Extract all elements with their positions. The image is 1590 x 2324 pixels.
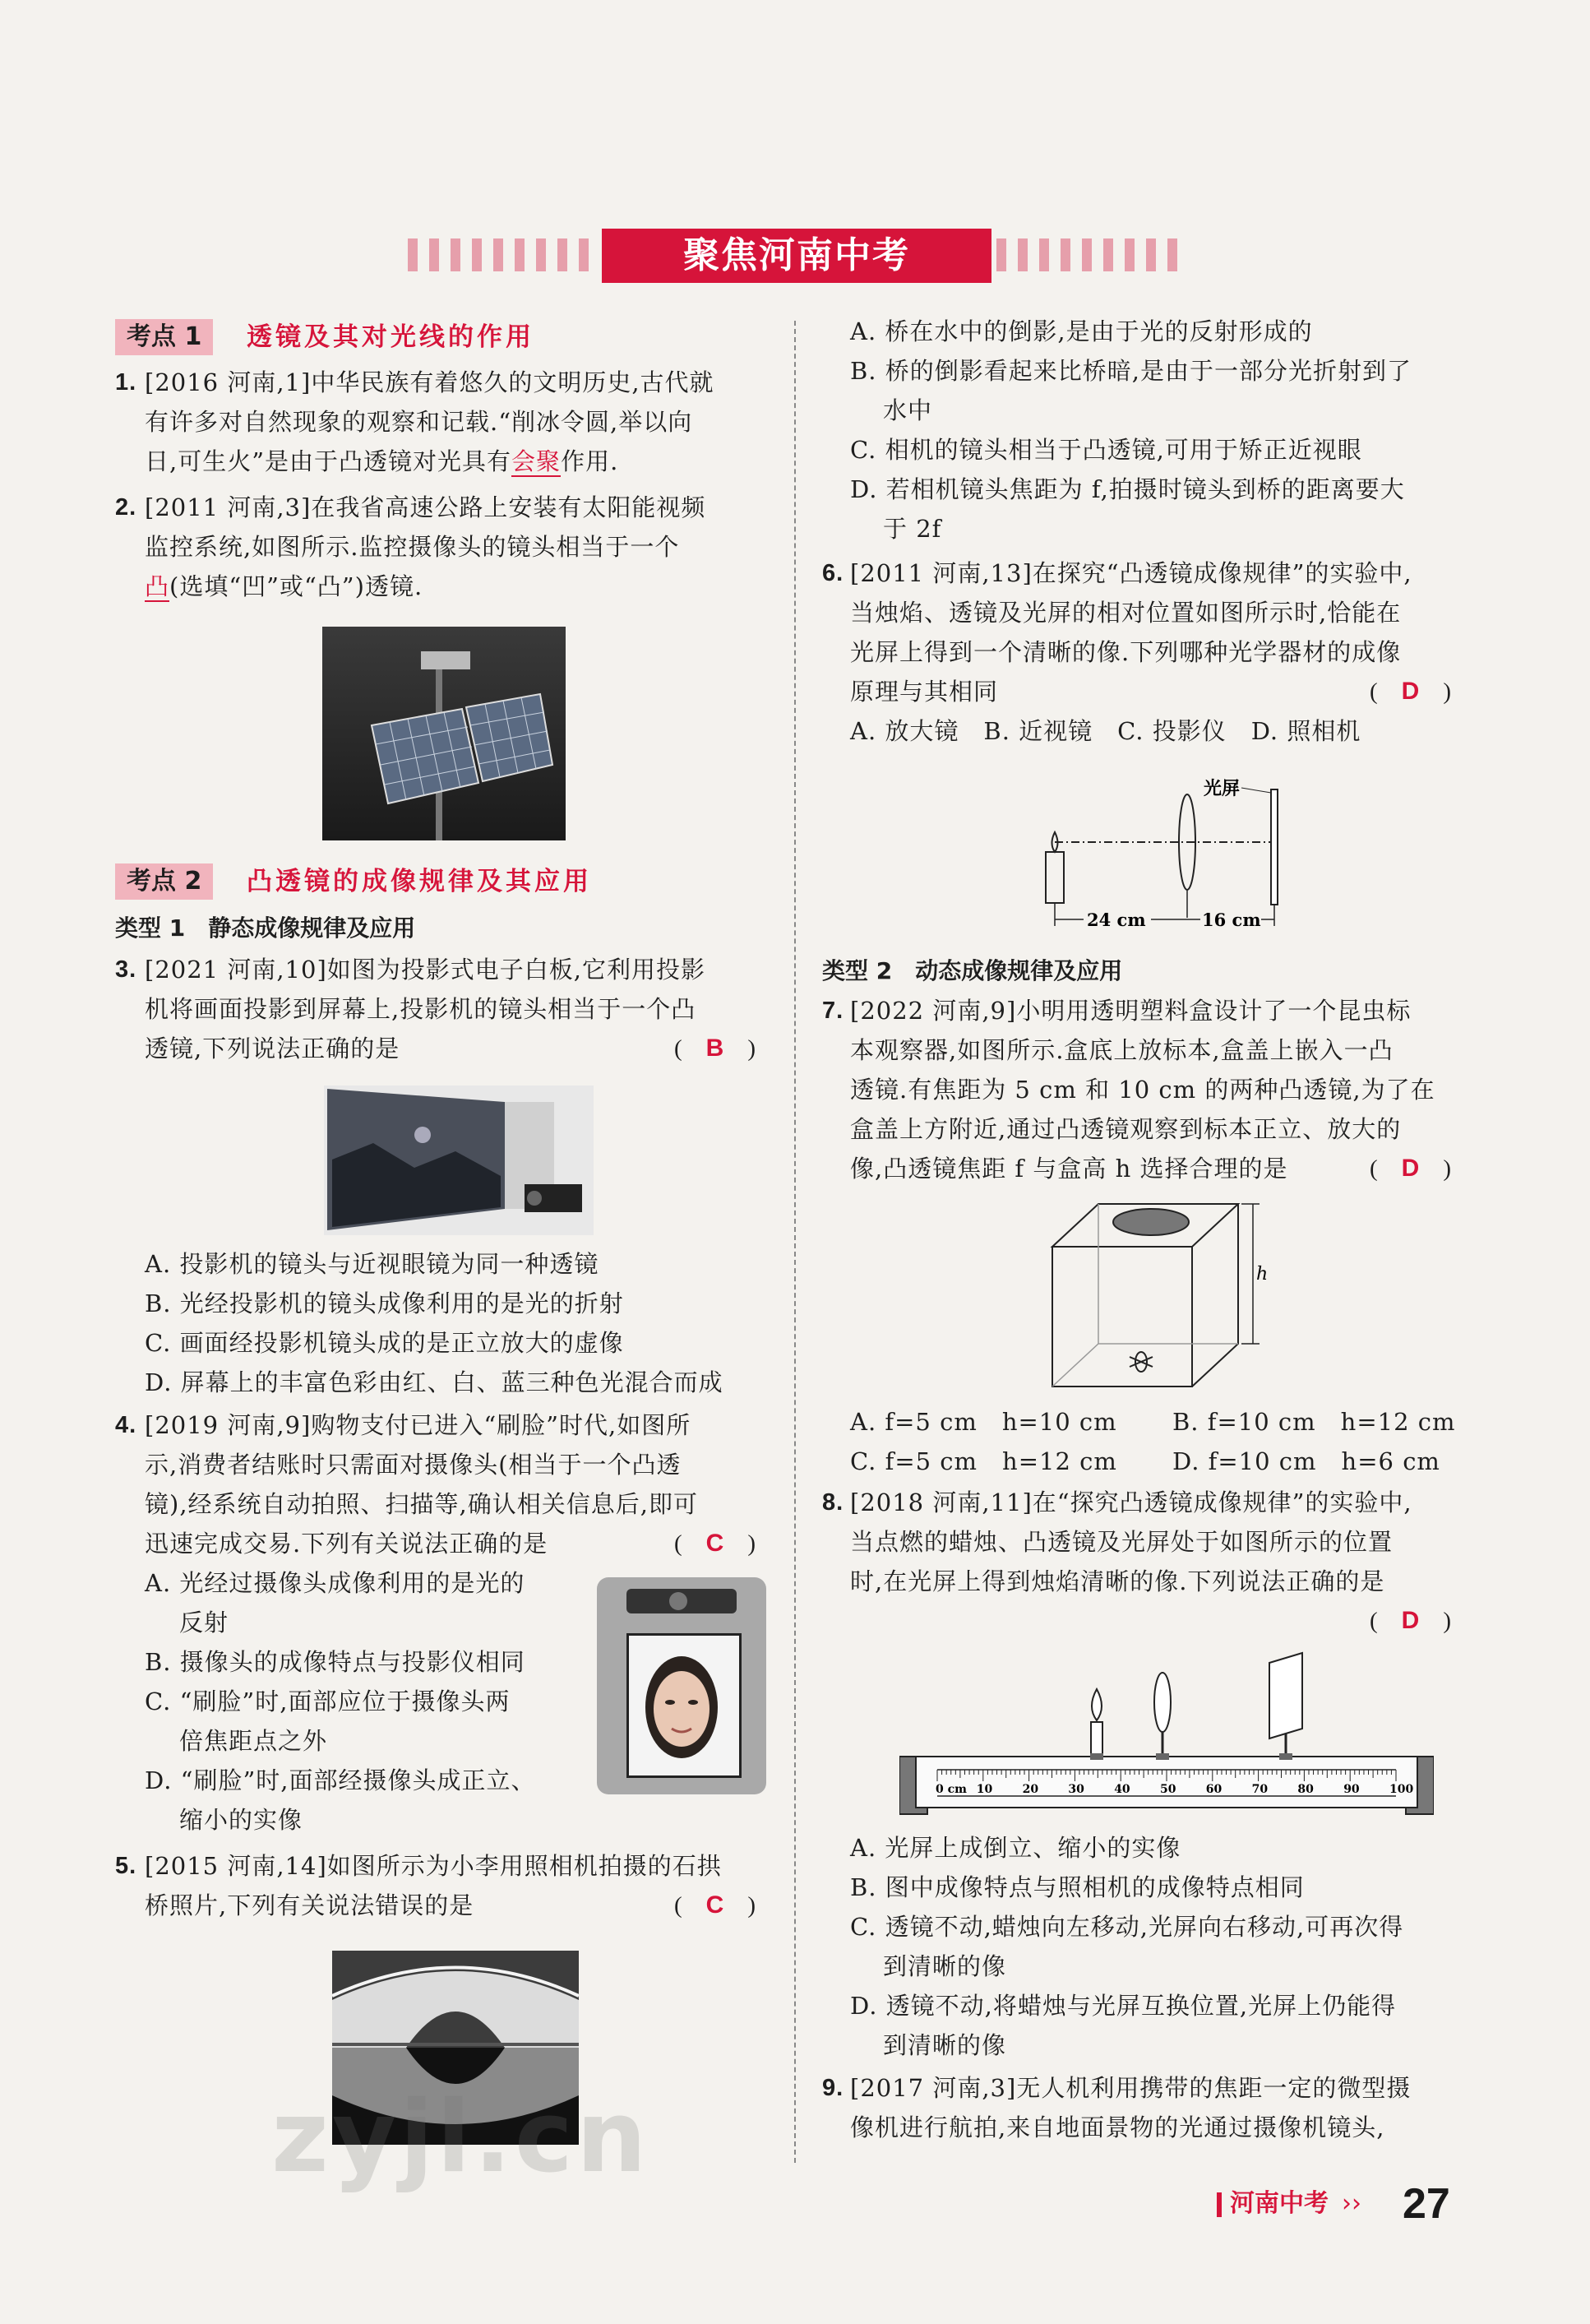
q3-option-d: D. 屏幕上的丰富色彩由红、白、蓝三种色光混合而成: [145, 1368, 723, 1396]
q4-option-d: D. “刷脸”时,面部经摄像头成正立、: [145, 1766, 536, 1794]
q1-line3: [145, 447, 618, 475]
q8-option-d-cont: 到清晰的像: [883, 2031, 1007, 2059]
screen-icon: [1271, 789, 1278, 905]
q3-option-a: A. 投影机的镜头与近视眼镜为同一种透镜: [145, 1250, 599, 1278]
q2-line2: 监控系统,如图所示.监控摄像头的镜头相当于一个: [145, 533, 680, 561]
solar-panel-photo: [322, 627, 566, 840]
q4-option-c-cont: 倍焦距点之外: [179, 1727, 328, 1755]
q2-line3-text: (选填“凹”或“凸”)透镜.: [169, 572, 423, 600]
q1-line1: [2016 河南,1]中华民族有着悠久的文明历史,古代就: [145, 368, 714, 396]
ruler-label: 30: [1068, 1783, 1084, 1796]
q5-line1: [2015 河南,14]如图所示为小李用照相机拍摄的石拱: [145, 1852, 722, 1880]
q8-answer-bracket: ( D ): [1370, 1607, 1452, 1634]
q6-options: A. 放大镜 B. 近视镜 C. 投影仪 D. 照相机: [850, 717, 1361, 745]
header-stripes-left: [408, 238, 597, 271]
projector-illustration: [324, 1086, 594, 1235]
face-pay-device: [597, 1577, 766, 1794]
projector-whiteboard-photo: [324, 1086, 594, 1235]
q8-line3: 时,在光屏上得到烛焰清晰的像.下列说法正确的是: [850, 1567, 1385, 1595]
q3-number: 3.: [115, 956, 137, 983]
q9-line2: 像机进行航拍,来自地面景物的光通过摄像机镜头,: [850, 2113, 1385, 2141]
q8-line1: [2018 河南,11]在“探究凸透镜成像规律”的实验中,: [850, 1488, 1412, 1516]
distance-24-label: 24 cm: [1087, 910, 1146, 930]
q1-number: 1.: [115, 369, 137, 396]
q5-option-d: D. 若相机镜头焦距为 f,拍摄时镜头到桥的距离要大: [850, 475, 1405, 503]
ruler-label: 80: [1297, 1783, 1314, 1796]
q6-line2: 当烛焰、透镜及光屏的相对位置如图所示时,恰能在: [850, 599, 1402, 627]
type1-heading: 类型 1 静态成像规律及应用: [115, 914, 416, 942]
q9-number: 9.: [822, 2075, 844, 2101]
q2-line3: [145, 572, 423, 600]
q4-option-d-cont: 缩小的实像: [179, 1806, 303, 1834]
q5-option-d-cont: 于 2f: [883, 515, 942, 543]
q8-line2: 当点燃的蜡烛、凸透镜及光屏处于如图所示的位置: [850, 1528, 1394, 1556]
q8-number: 8.: [822, 1489, 844, 1516]
q7-answer-bracket: ( D ): [1370, 1155, 1452, 1182]
q6-line1: [2011 河南,13]在探究“凸透镜成像规律”的实验中,: [850, 559, 1412, 587]
q7-option-d: D. f=10 cm h=6 cm: [1172, 1447, 1440, 1475]
header-stripes-right: [996, 238, 1186, 271]
q4-line4: 迅速完成交易.下列有关说法正确的是: [145, 1530, 548, 1558]
q1-line3-post: 作用.: [561, 447, 619, 475]
face-illustration: [626, 1633, 737, 1773]
footer-bar-marker: [1217, 2192, 1222, 2217]
column-divider: [794, 321, 796, 2163]
q8-option-c: C. 透镜不动,蜡烛向左移动,光屏向右移动,可再次得: [850, 1913, 1404, 1941]
q3-option-b: B. 光经投影机的镜头成像利用的是光的折射: [145, 1289, 624, 1317]
q5-option-b: B. 桥的倒影看起来比桥暗,是由于一部分光折射到了: [850, 357, 1412, 385]
q6-line4: 原理与其相同: [850, 678, 999, 706]
q5-answer-bracket: ( C ): [674, 1891, 756, 1919]
q4-answer-bracket: ( C ): [674, 1530, 756, 1557]
q4-line2: 示,消费者结账时只需面对摄像头(相当于一个凸透: [145, 1451, 682, 1479]
ruler-label: 0 cm: [936, 1783, 967, 1796]
convex-lens-icon: [1154, 1673, 1171, 1732]
kaodian1-label: 考点 1: [115, 319, 213, 355]
q9-line1: [2017 河南,3]无人机利用携带的焦距一定的微型摄: [850, 2074, 1412, 2102]
watermark: zyjl.cn: [271, 2081, 650, 2195]
q4-line1: [2019 河南,9]购物支付已进入“刷脸”时代,如图所: [145, 1411, 691, 1439]
q7-option-b: B. f=10 cm h=12 cm: [1172, 1408, 1456, 1436]
q5-option-c: C. 相机的镜头相当于凸透镜,可用于矫正近视眼: [850, 436, 1362, 464]
header-banner: [408, 229, 1186, 283]
q7-line3: 透镜.有焦距为 5 cm 和 10 cm 的两种凸透镜,为了在: [850, 1076, 1435, 1104]
lens-on-lid-icon: [1113, 1209, 1189, 1235]
q1-line2: 有许多对自然现象的观察和记载.“削冰令圆,举以向: [145, 408, 693, 436]
ruler-label: 40: [1114, 1783, 1130, 1796]
q2-answer: 凸: [145, 572, 170, 600]
insect-specimen-icon: [1130, 1352, 1153, 1372]
distance-16-label: 16 cm: [1202, 910, 1261, 930]
q8-option-b: B. 图中成像特点与照相机的成像特点相同: [850, 1873, 1305, 1901]
q8-option-c-cont: 到清晰的像: [883, 1952, 1007, 1980]
q8-option-a: A. 光屏上成倒立、缩小的实像: [850, 1834, 1181, 1862]
kaodian2-label: 考点 2: [115, 863, 213, 900]
ruler-label: 60: [1205, 1783, 1223, 1796]
camera-lens-icon: [669, 1592, 687, 1610]
page-number: 27: [1403, 2180, 1450, 2228]
q5-option-a: A. 桥在水中的倒影,是由于光的反射形成的: [850, 317, 1313, 345]
q3-answer-bracket: ( B ): [674, 1035, 756, 1062]
flame-icon: [1092, 1689, 1102, 1720]
q2-line1: [2011 河南,3]在我省高速公路上安装有太阳能视频: [145, 493, 706, 521]
header-title: 聚焦河南中考: [683, 234, 910, 276]
q6-number: 6.: [822, 560, 844, 586]
q6-answer-bracket: ( D ): [1370, 678, 1452, 705]
ruler-label: 10: [976, 1783, 993, 1796]
q8-answer: D: [1401, 1607, 1420, 1634]
q4-number: 4.: [115, 1412, 137, 1438]
q5-number: 5.: [115, 1853, 137, 1879]
q5-line2: 桥照片,下列有关说法错误的是: [145, 1891, 474, 1919]
q6-answer: D: [1401, 678, 1420, 705]
type2-heading: 类型 2 动态成像规律及应用: [822, 957, 1123, 984]
q4-line3: 镜),经系统自动拍照、扫描等,确认相关信息后,即可: [145, 1490, 698, 1518]
q7-line1: [2022 河南,9]小明用透明塑料盒设计了一个昆虫标: [850, 997, 1412, 1025]
kaodian2-title: 凸透镜的成像规律及其应用: [247, 867, 592, 896]
ruler-label: 70: [1251, 1783, 1269, 1796]
q7-option-c: C. f=5 cm h=12 cm: [850, 1447, 1117, 1475]
screen-label: 光屏: [1204, 779, 1241, 799]
q1-answer: 会聚: [511, 447, 562, 475]
q7-line2: 本观察器,如图所示.盒底上放标本,盒盖上嵌入一凸: [850, 1036, 1394, 1064]
footer-arrows: ››: [1342, 2189, 1361, 2218]
q8-option-d: D. 透镜不动,将蜡烛与光屏互换位置,光屏上仍能得: [850, 1992, 1397, 2020]
footer-section: 河南中考: [1230, 2189, 1329, 2218]
q4-option-a-cont: 反射: [179, 1609, 229, 1637]
q4-answer: C: [705, 1530, 724, 1557]
q3-line3: 透镜,下列说法正确的是: [145, 1035, 400, 1062]
kaodian1-title: 透镜及其对光线的作用: [247, 322, 534, 352]
q1-line3-pre: 日,可生火”是由于凸透镜对光具有: [145, 447, 512, 475]
q3-line1: [2021 河南,10]如图为投影式电子白板,它利用投影: [145, 956, 705, 984]
q3-option-c: C. 画面经投影机镜头成的是正立放大的虚像: [145, 1329, 624, 1357]
candle-lens-screen-diagram: [1028, 770, 1307, 942]
q7-line4: 盒盖上方附近,通过凸透镜观察到标本正立、放大的: [850, 1115, 1402, 1143]
q5-option-b-cont: 水中: [883, 396, 933, 424]
optical-bench-diagram: [899, 1650, 1434, 1831]
ruler-label: 100: [1389, 1783, 1414, 1796]
q6-line3: 光屏上得到一个清晰的像.下列哪种光学器材的成像: [850, 638, 1402, 666]
q4-option-a: A. 光经过摄像头成像利用的是光的: [145, 1569, 525, 1597]
q4-option-b: B. 摄像头的成像特点与投影仪相同: [145, 1648, 525, 1676]
q7-number: 7.: [822, 998, 844, 1024]
candle-icon: [1046, 852, 1064, 903]
screen-icon: [1269, 1653, 1302, 1738]
candle-icon: [1091, 1722, 1102, 1755]
solar-panel-illustration: [322, 627, 566, 840]
ruler-label: 90: [1343, 1783, 1360, 1796]
box-height-label: h: [1256, 1264, 1269, 1285]
q2-number: 2.: [115, 494, 137, 521]
q7-line5: 像,凸透镜焦距 f 与盒高 h 选择合理的是: [850, 1155, 1288, 1183]
ruler-label: 20: [1022, 1783, 1039, 1796]
q4-option-c: C. “刷脸”时,面部应位于摄像头两: [145, 1687, 511, 1715]
insect-box-diagram: [1044, 1197, 1291, 1395]
q7-option-a: A. f=5 cm h=10 cm: [850, 1408, 1117, 1436]
ruler-label: 50: [1160, 1783, 1176, 1796]
q5-answer: C: [705, 1891, 724, 1919]
q3-line2: 机将画面投影到屏幕上,投影机的镜头相当于一个凸: [145, 995, 696, 1023]
footer: [1217, 2179, 1488, 2229]
q7-answer: D: [1401, 1155, 1420, 1182]
q3-answer: B: [705, 1035, 724, 1062]
